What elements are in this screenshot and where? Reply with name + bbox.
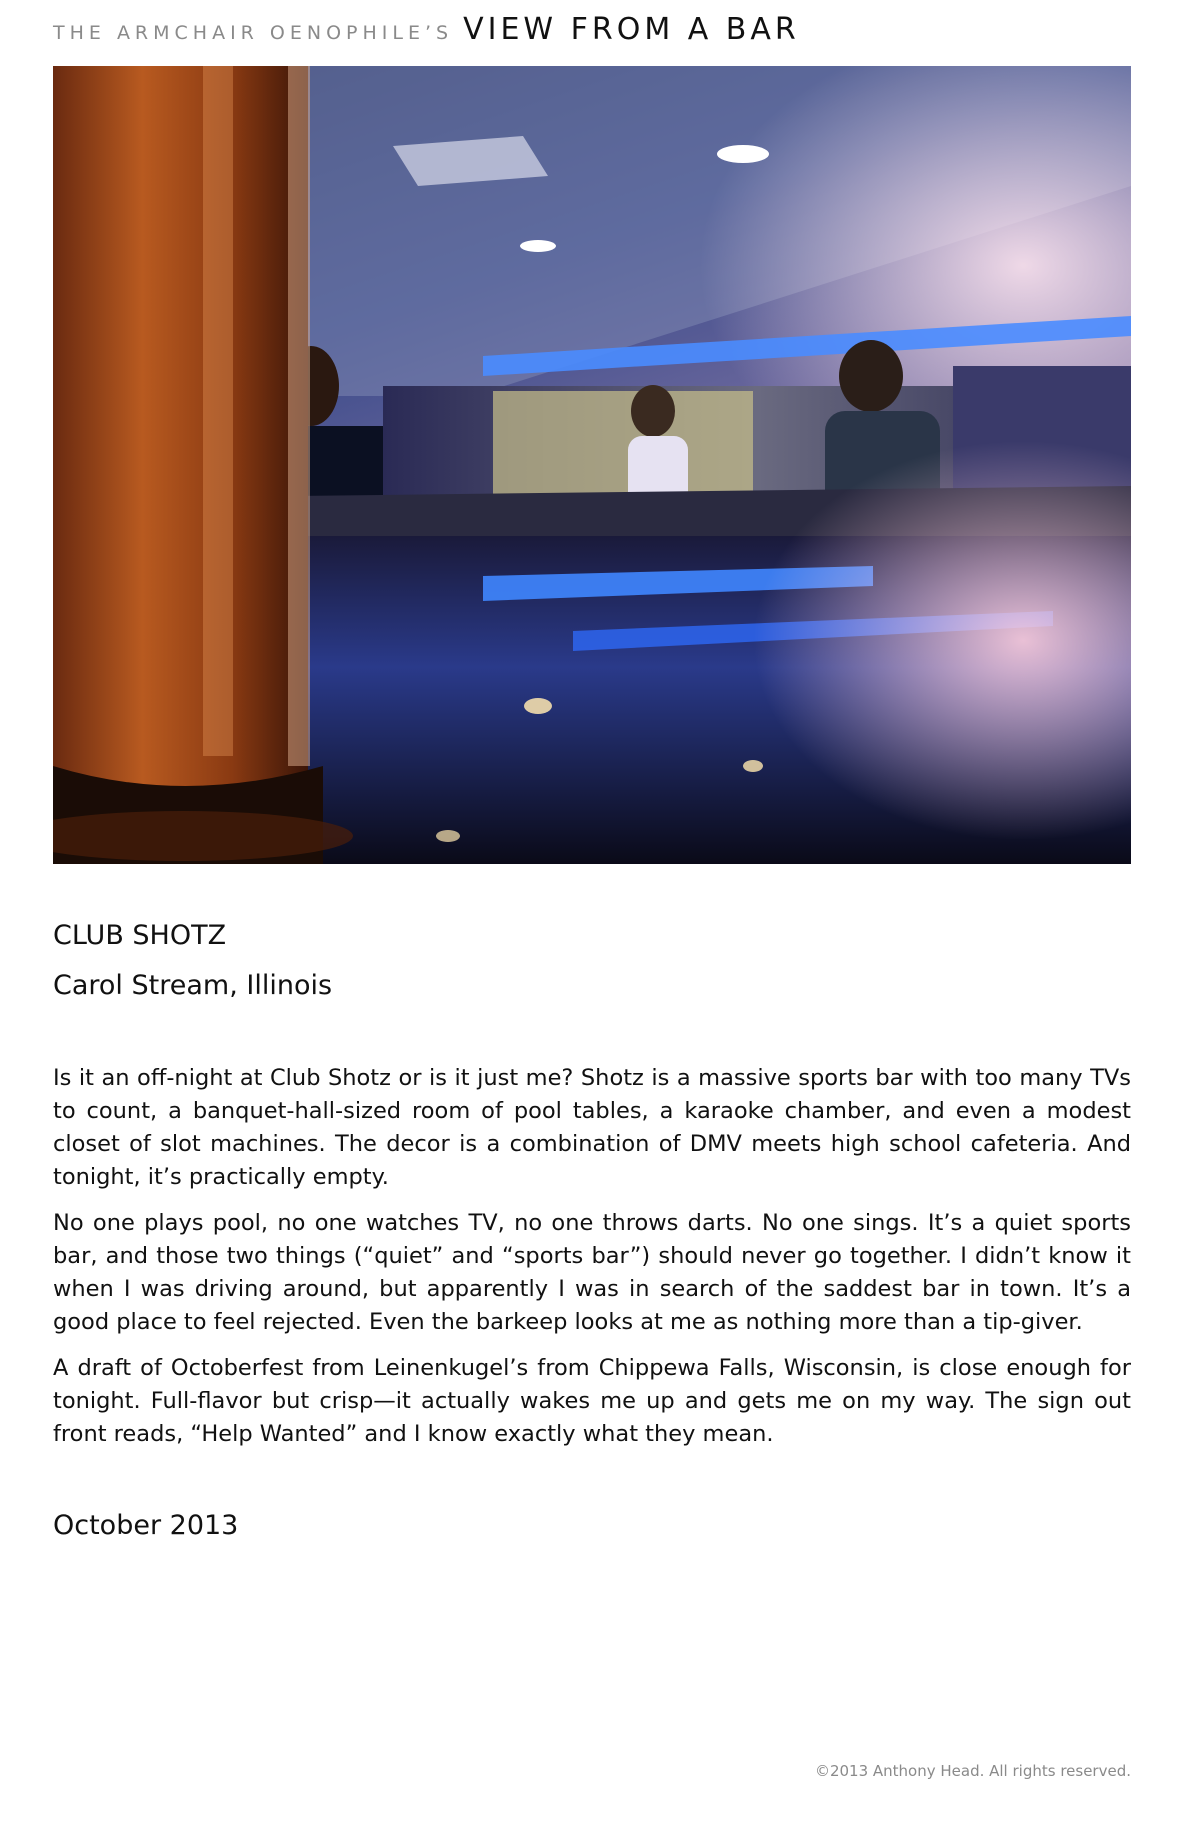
article-paragraph: No one plays pool, no one watches TV, no one throws darts. No one sings. It’s a quiet sports bar, and those two things (“quiet” and “sports bar”) should never go together. I didn’t know it when I was driving around, but apparently I was in search of the saddest bar in town. It’s a good place to feel rejected. Even the barkeep looks at me as nothing more than a tip-giver. bbox=[53, 1210, 1131, 1335]
article-body bbox=[53, 1062, 1131, 1464]
venue-location: Carol Stream, Illinois bbox=[53, 970, 333, 1001]
publication-date: October 2013 bbox=[53, 1510, 239, 1541]
copyright-notice: ©2013 Anthony Head. All rights reserved. bbox=[814, 1762, 1131, 1780]
article-paragraph: A draft of Octoberfest from Leinenkugel’s from Chippewa Falls, Wisconsin, is close enough for tonight. Full-flavor but crisp—it actually wakes me up and gets me on my way. The sign out front reads, “Help Wanted” and I know exactly what they mean. bbox=[53, 1355, 1131, 1447]
masthead-subtitle: THE ARMCHAIR OENOPHILE’S bbox=[53, 22, 454, 44]
bar-scene-illustration bbox=[53, 66, 1131, 864]
masthead bbox=[53, 12, 800, 62]
article-paragraph: Is it an off-night at Club Shotz or is it just me? Shotz is a massive sports bar with too many TVs to count, a banquet-hall-sized room of pool tables, a karaoke chamber, and even a modest closet of slot machines. The decor is a combination of DMV meets high school cafeteria. And tonight, it’s practically empty. bbox=[53, 1065, 1131, 1190]
venue-name: CLUB SHOTZ bbox=[53, 920, 227, 951]
bar-interior-photo bbox=[53, 66, 1131, 864]
masthead-title: VIEW FROM A BAR bbox=[463, 12, 800, 47]
